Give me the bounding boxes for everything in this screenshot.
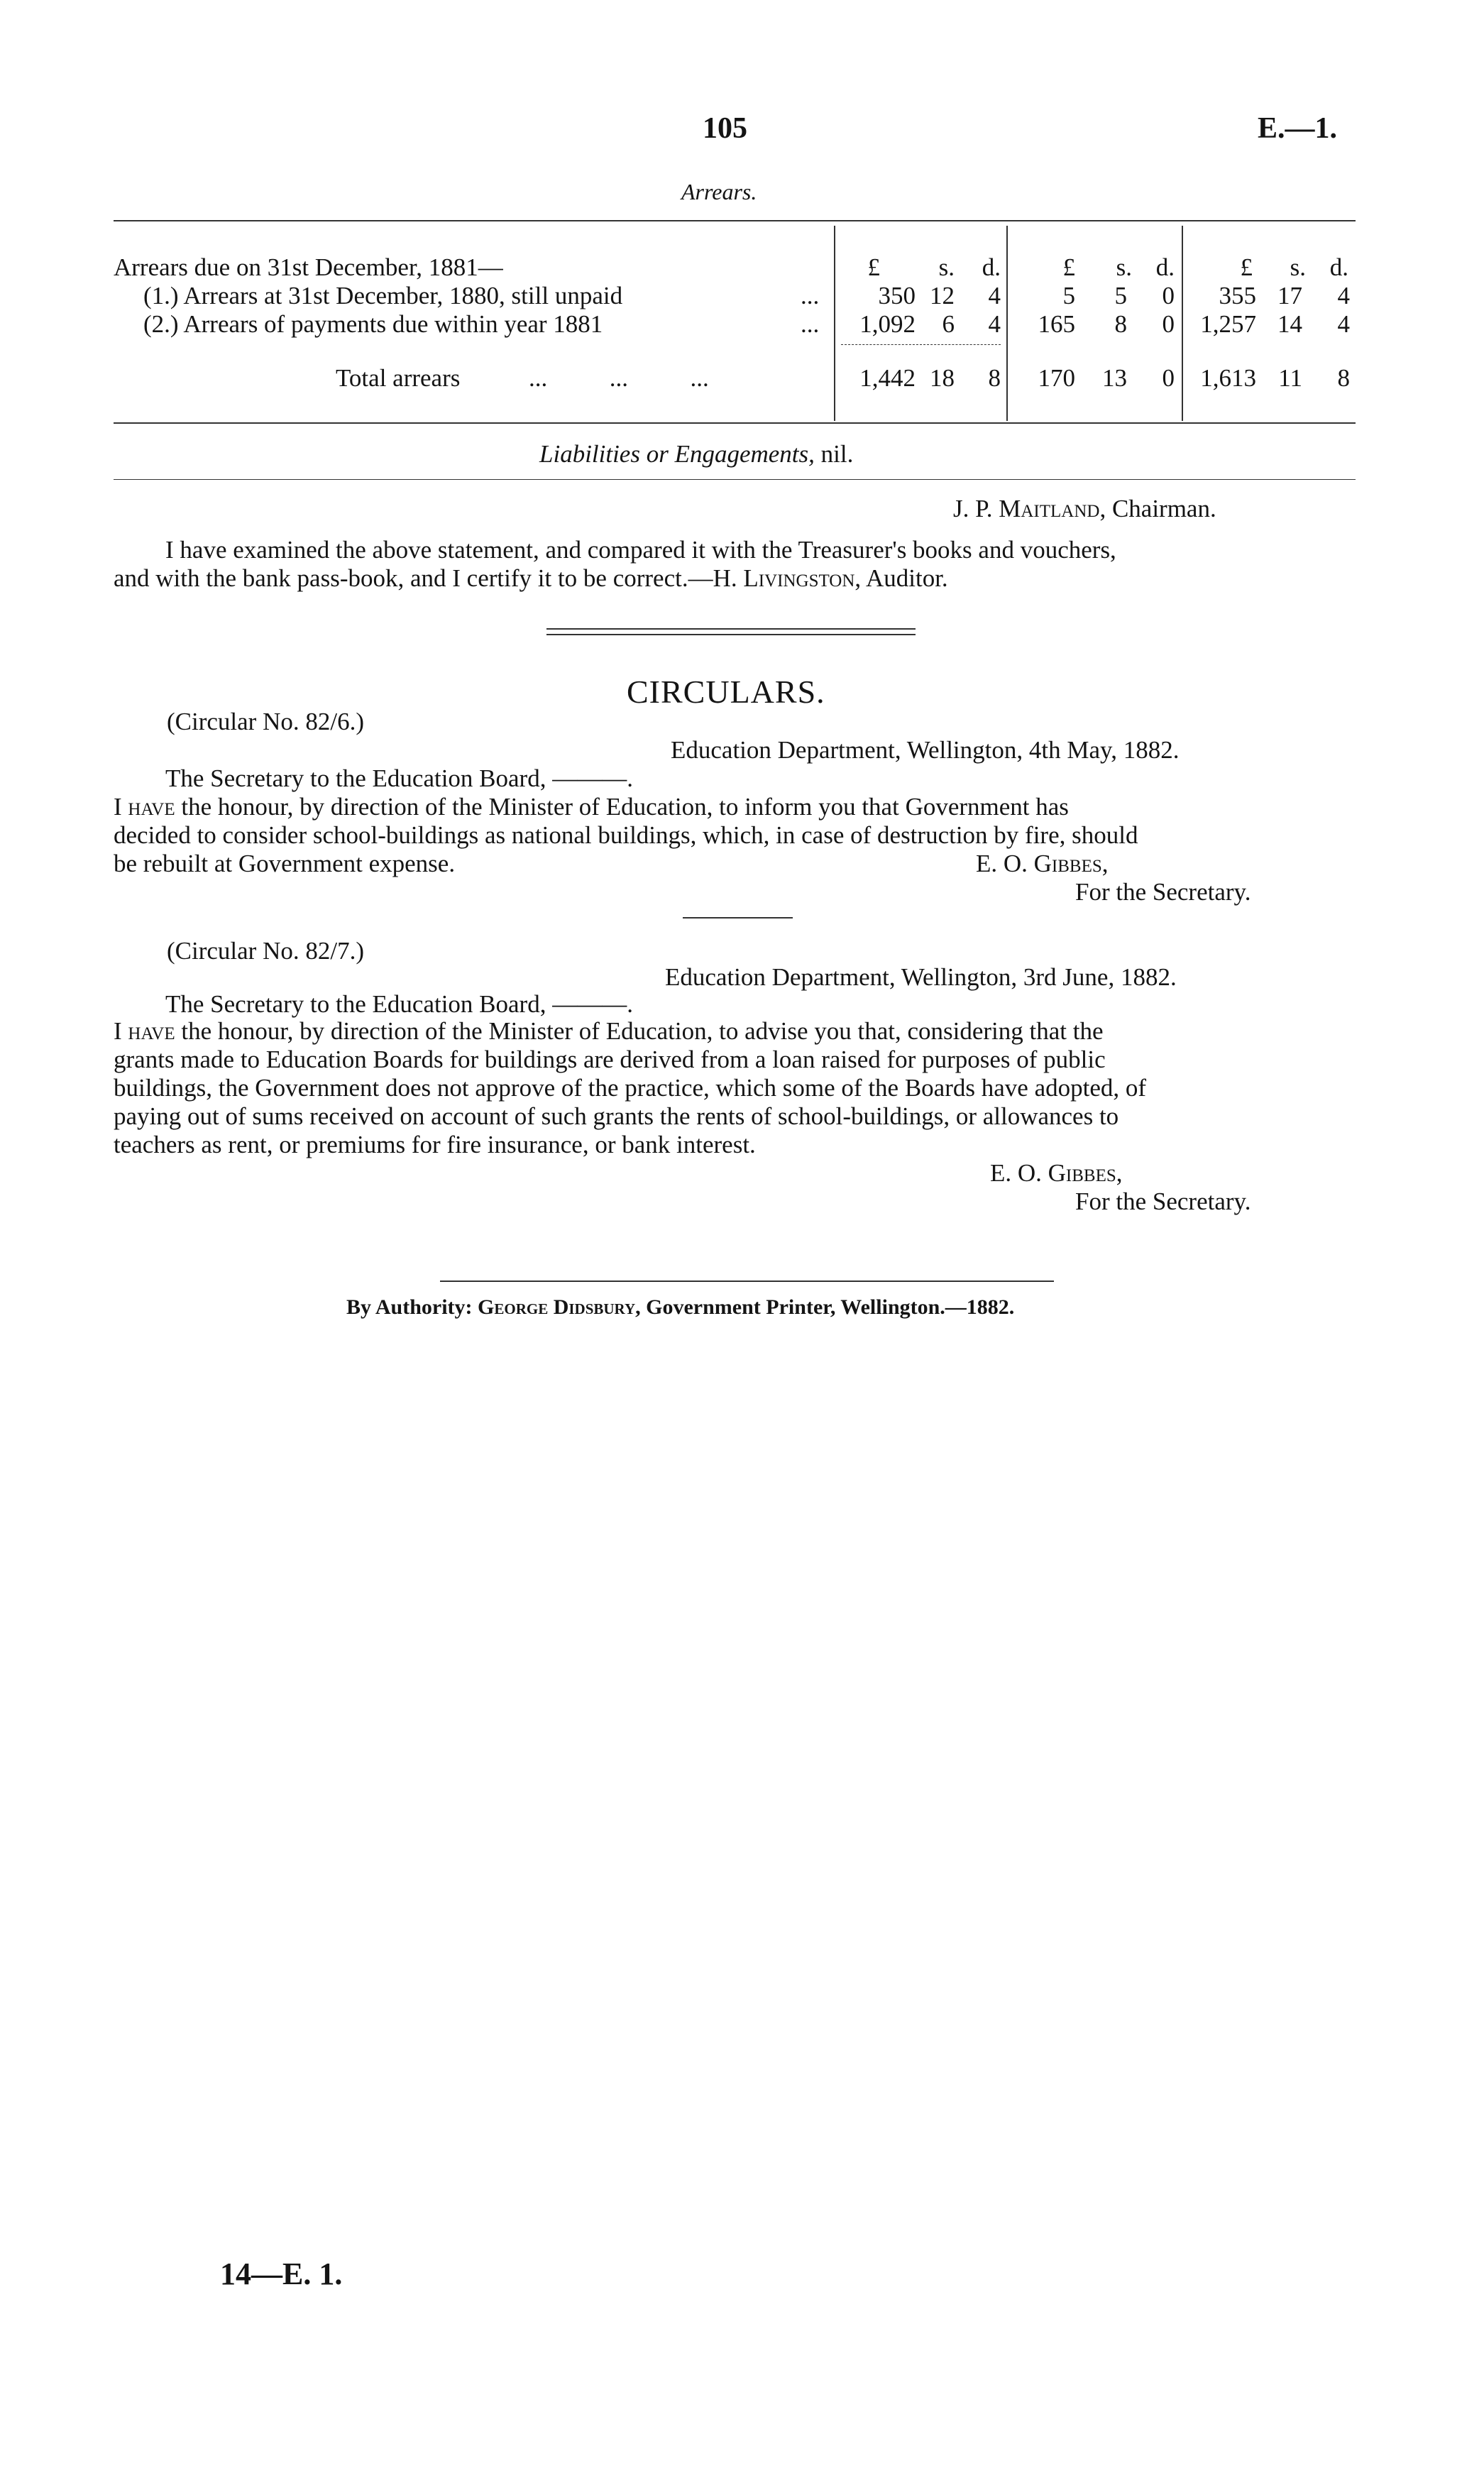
row-2-col2-shilling: 8 <box>1114 310 1127 338</box>
audit-statement-line-2 <box>114 564 948 593</box>
circular-2-body-line-5: teachers as rent, or premiums for fire insurance, or bank interest. <box>114 1131 756 1158</box>
table-bottom-rule <box>114 422 1356 424</box>
circular-1-number: (Circular No. 82/6.) <box>167 708 364 735</box>
column-separator-1 <box>834 226 835 421</box>
circular-2-body-line-4: paying out of sums received on account of such grants the rents of school-buildings, or allowances to <box>114 1102 1119 1130</box>
audit-statement-line-1: I have examined the above statement, and compared it with the Treasurer's books and vouchers, <box>165 536 1116 564</box>
page-number: 105 <box>703 112 747 145</box>
chairman-name: Maitland <box>999 495 1100 522</box>
circular-2-line-1-text: the honour, by direction of the Minister of Education, to advise you that, considering that the <box>175 1017 1104 1045</box>
circular-2-body-line-1 <box>114 1017 1104 1046</box>
circular-2-body-line-3: buildings, the Government does not approve of the practice, which some of the Boards have adopted, of <box>114 1074 1147 1102</box>
total-col1-pence: 8 <box>988 364 1001 392</box>
row-1-col2-shilling: 5 <box>1114 282 1127 309</box>
auditor-name: Livingston <box>743 564 855 592</box>
arrears-heading: Arrears. <box>681 179 757 204</box>
total-col1-shilling: 18 <box>930 364 955 392</box>
row-1-col1-shilling: 12 <box>930 282 955 309</box>
circular-2-number: (Circular No. 82/7.) <box>167 937 364 965</box>
circulars-title: CIRCULARS. <box>627 674 825 710</box>
circular-1-body-line-2: decided to consider school-buildings as national buildings, which, in case of destruction by fire, should <box>114 821 1138 849</box>
row-1-col1-pence: 4 <box>988 282 1001 309</box>
row-2-label: (2.) Arrears of payments due within year 1881 <box>143 310 603 338</box>
row-1-col1-pound: 350 <box>878 282 916 309</box>
row-2-col2-pence: 0 <box>1162 310 1175 338</box>
column-separator-2 <box>1006 226 1008 421</box>
circular-1-addressee: The Secretary to the Education Board, ———. <box>165 764 633 792</box>
circular-2-opening: I have <box>114 1017 175 1045</box>
row-1-col3-pound: 355 <box>1219 282 1256 309</box>
total-col2-pound: 170 <box>1038 364 1075 392</box>
sum-rule-col1 <box>841 344 1001 345</box>
table-top-rule <box>114 220 1356 221</box>
col1-shilling-header: s. <box>938 253 955 281</box>
imprint-prefix: By Authority: <box>346 1295 478 1319</box>
circular-1-body-line-3: be rebuilt at Government expense. <box>114 850 456 877</box>
liabilities-rule <box>114 479 1356 480</box>
audit-line-2-text: and with the bank pass-book, and I certify it to be correct.—H. <box>114 564 744 592</box>
row-2-col3-shilling: 14 <box>1277 310 1302 338</box>
signature-mark: 14—E. 1. <box>220 2257 343 2291</box>
row-2-col2-pound: 165 <box>1038 310 1075 338</box>
circular-2-signer: E. O. Gibbes, <box>990 1159 1123 1187</box>
auditor-title: , Auditor. <box>854 564 948 592</box>
row-2-col1-pound: 1,092 <box>859 310 916 338</box>
row-1-col3-pence: 4 <box>1337 282 1350 309</box>
imprint-rule <box>440 1281 1054 1282</box>
circular-1-dateline: Education Department, Wellington, 4th May, 1882. <box>671 736 1180 764</box>
total-dots: ... ... ... <box>529 364 709 392</box>
total-col3-shilling: 11 <box>1278 364 1302 392</box>
chairman-title: , Chairman. <box>1099 495 1216 522</box>
row-2-dots: ... <box>801 310 820 338</box>
circular-1-signer: E. O. Gibbes, <box>976 850 1109 877</box>
document-code: E.—1. <box>1258 112 1338 145</box>
row-2-col3-pence: 4 <box>1337 310 1350 338</box>
imprint-printer: George Didsbury <box>478 1295 636 1319</box>
liabilities-value: nil. <box>814 440 854 468</box>
circular-2-body-line-2: grants made to Education Boards for buildings are derived from a loan raised for purposes of public <box>114 1046 1106 1073</box>
circular-1-opening: I have <box>114 793 175 821</box>
column-separator-3 <box>1182 226 1183 421</box>
total-col1-pound: 1,442 <box>859 364 916 392</box>
row-1-col3-shilling: 17 <box>1277 282 1302 309</box>
imprint <box>346 1295 1014 1320</box>
row-1-col2-pence: 0 <box>1162 282 1175 309</box>
circular-2-addressee: The Secretary to the Education Board, ———. <box>165 990 633 1018</box>
row-1-label: (1.) Arrears at 31st December, 1880, still unpaid <box>143 282 623 309</box>
total-col2-shilling: 13 <box>1102 364 1127 392</box>
circular-2-signer-role: For the Secretary. <box>1075 1188 1251 1215</box>
circular-1-line-1-text: the honour, by direction of the Minister of Education, to inform you that Government has <box>175 793 1069 821</box>
total-label: Total arrears <box>336 364 461 392</box>
chairman-initials: J. P. <box>953 495 999 522</box>
circular-2-dateline: Education Department, Wellington, 3rd June, 1882. <box>665 963 1177 991</box>
col1-pence-header: d. <box>982 253 1001 281</box>
arrears-intro: Arrears due on 31st December, 1881— <box>114 253 503 281</box>
circular-divider <box>683 917 793 919</box>
col2-shilling-header: s. <box>1116 253 1132 281</box>
liabilities-label: Liabilities or Engagements, <box>539 440 815 468</box>
total-col3-pound: 1,613 <box>1200 364 1256 392</box>
total-col2-pence: 0 <box>1162 364 1175 392</box>
row-2-col1-shilling: 6 <box>942 310 955 338</box>
circular-1-body-line-1 <box>114 793 1069 821</box>
row-1-col2-pound: 5 <box>1062 282 1075 309</box>
col3-pound-header: £ <box>1240 253 1253 281</box>
total-col3-pence: 8 <box>1337 364 1350 392</box>
row-2-col3-pound: 1,257 <box>1200 310 1256 338</box>
col2-pound-header: £ <box>1062 253 1075 281</box>
col3-pence-header: d. <box>1329 253 1348 281</box>
liabilities-line <box>539 440 853 468</box>
imprint-suffix: , Government Printer, Wellington.—1882. <box>635 1295 1015 1319</box>
section-divider-top <box>546 628 916 630</box>
row-1-dots: ... <box>801 282 820 309</box>
section-divider-bottom <box>546 634 916 635</box>
row-2-col1-pence: 4 <box>988 310 1001 338</box>
col1-pound-header: £ <box>867 253 880 281</box>
chairman-signature <box>953 495 1216 523</box>
circular-1-signer-role: For the Secretary. <box>1075 878 1251 906</box>
col3-shilling-header: s. <box>1290 253 1306 281</box>
col2-pence-header: d. <box>1155 253 1175 281</box>
